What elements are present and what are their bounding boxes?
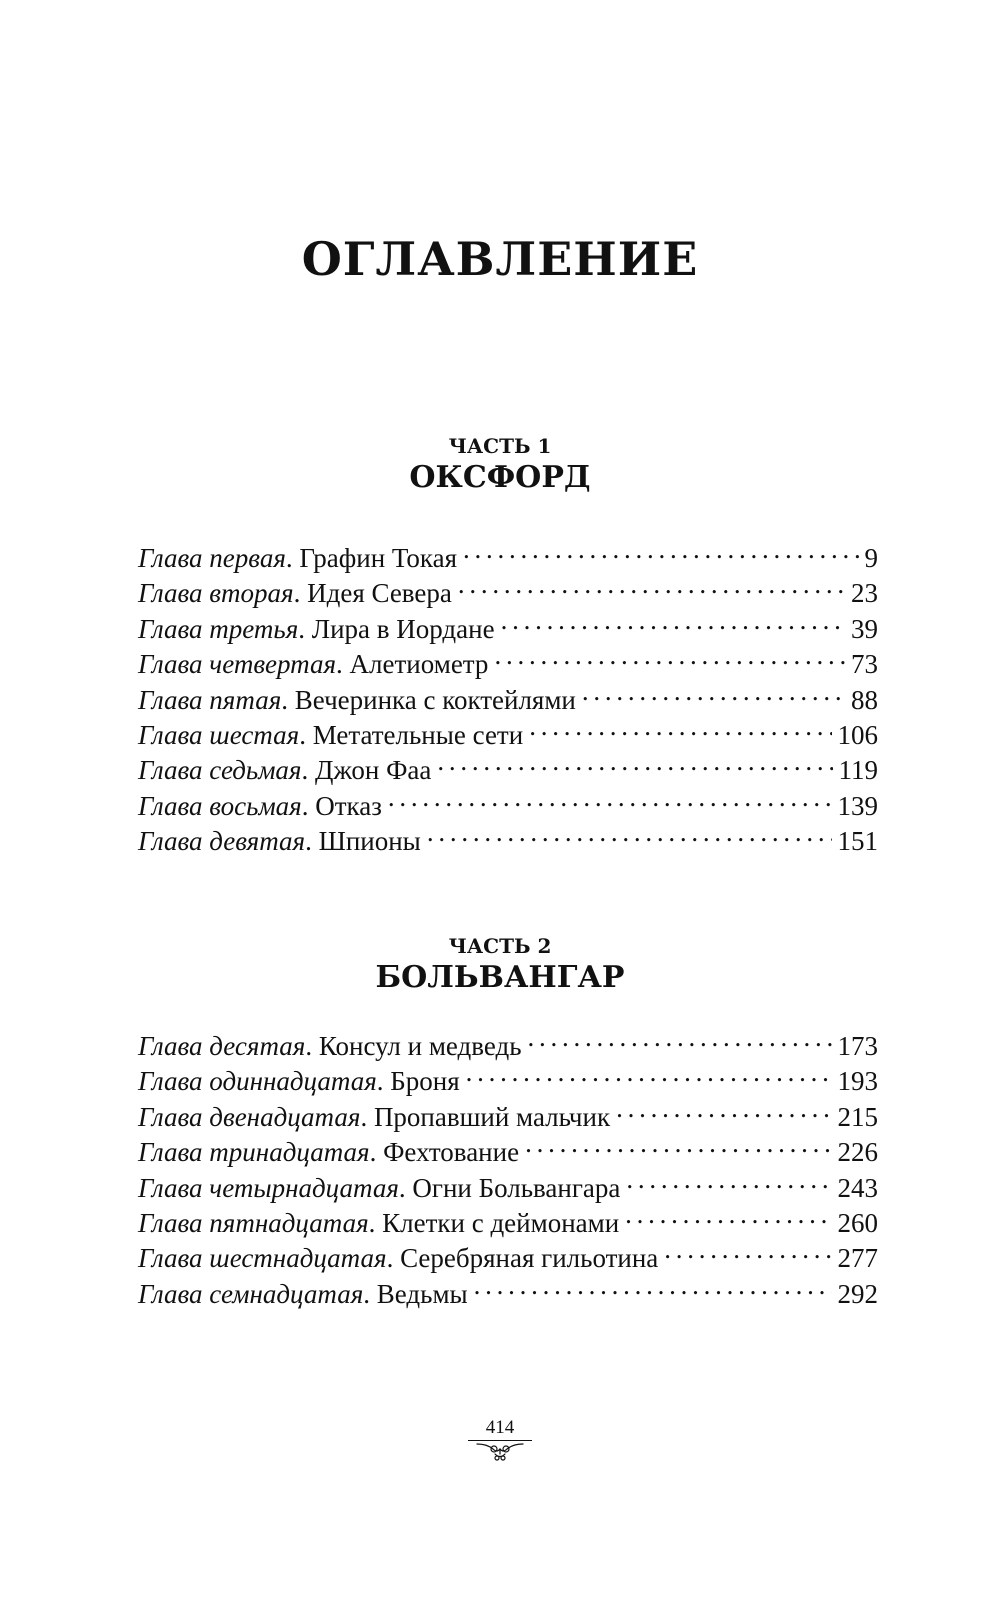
dot-leader [501,603,845,638]
chapter-title: Метательные сети [312,719,524,750]
page-number: 151 [837,826,878,857]
toc-part-2 [138,1020,878,1309]
dot-leader [625,1197,831,1232]
page-title: ОГЛАВЛЕНИЕ [301,232,699,286]
page-number: 226 [837,1137,878,1168]
page-number: 173 [837,1031,878,1061]
dot-leader [582,674,845,709]
chapter-label: Глава третья [138,613,299,644]
chapter-label: Глава тринадцатая [138,1137,370,1168]
dot-leader [626,1162,831,1197]
page-number: 292 [837,1278,878,1309]
part-2-label: ЧАСТЬ 2 [448,934,552,958]
toc-entry[interactable]: Глава девятая . Шпионы . . . 151 [138,815,878,850]
dot-leader [466,1055,832,1090]
page-number: 277 [837,1243,878,1274]
chapter-title: Лира в Иордане [311,613,495,644]
dot-leader [427,815,832,850]
toc-entry[interactable]: Глава пятая . Вечеринка с коктейлями . . . 88 [138,674,878,709]
dot-leader [474,1268,832,1303]
chapter-title: Идея Севера [307,578,452,609]
toc-entry[interactable]: Глава четырнадцатая . Огни Больвангара . . . 243 [138,1162,878,1197]
chapter-label: Глава десятая [138,1031,306,1061]
flourish-ornament-icon [473,1441,527,1463]
chapter-title: Броня [390,1066,460,1097]
toc-entry[interactable]: Глава шестнадцатая . Серебряная гильотина . . . 277 [138,1232,878,1267]
page-number: 119 [838,755,878,786]
chapter-title: Консул и медведь [318,1031,522,1061]
page-number: 106 [837,719,878,750]
dot-leader [616,1091,831,1126]
page-number: 23 [851,578,878,609]
chapter-title: Джон Фаа [314,755,432,786]
page-number: 215 [837,1101,878,1132]
part-1-label: ЧАСТЬ 1 [448,434,552,458]
chapter-label: Глава шестая [138,719,300,750]
toc-entry[interactable]: Глава одиннадцатая . Броня . . . 193 [138,1055,878,1090]
chapter-label: Глава шестнадцатая [138,1243,387,1274]
dot-leader [458,567,845,602]
page-number: 193 [837,1066,878,1097]
dot-leader [437,744,832,779]
chapter-label: Глава одиннадцатая [138,1066,377,1097]
chapter-title: Огни Больвангара [412,1172,621,1203]
chapter-label: Глава девятая [138,826,306,857]
toc-entry[interactable]: Глава четвертая . Алетиометр . . . 73 [138,638,878,673]
page-number: 73 [851,649,878,680]
page-number: 39 [851,613,878,644]
chapter-label: Глава седьмая [138,755,302,786]
chapter-label: Глава первая [138,543,286,573]
chapter-title: Ведьмы [376,1278,468,1309]
chapter-label: Глава четырнадцатая [138,1172,399,1203]
chapter-title: Графин Токая [299,543,458,573]
chapter-title: Серебряная гильотина [400,1243,659,1274]
toc-entry[interactable]: Глава седьмая . Джон Фаа . . . 119 [138,744,878,779]
chapter-label: Глава вторая [138,578,294,609]
chapter-title: Шпионы [318,826,421,857]
chapter-title: Пропавший мальчик [373,1101,611,1132]
chapter-title: Клетки с деймонами [382,1207,620,1238]
toc-entry[interactable]: Глава третья . Лира в Иордане . . . 39 [138,603,878,638]
dot-leader [525,1126,831,1161]
chapter-label: Глава двенадцатая [138,1101,361,1132]
chapter-title: Отказ [315,790,382,821]
chapter-title: Вечеринка с коктейлями [294,684,576,715]
dot-leader [388,780,832,815]
toc-entry[interactable]: Глава первая . Графин Токая . . . 9 [138,532,878,567]
toc-entry[interactable]: Глава двенадцатая . Пропавший мальчик . . . 215 [138,1091,878,1126]
page-number: 260 [837,1207,878,1238]
toc-entry[interactable]: Глава шестая . Метательные сети . . . 106 [138,709,878,744]
toc-entry[interactable]: Глава семнадцатая . Ведьмы . . . 292 [138,1268,878,1303]
page-footer [460,1418,540,1463]
chapter-label: Глава пятая [138,684,282,715]
page-number: 139 [837,790,878,821]
toc-entry[interactable]: Глава тринадцатая . Фехтование . . . 226 [138,1126,878,1161]
part-2-name: БОЛЬВАНГАР [375,960,625,995]
toc-part-1 [138,532,878,857]
chapter-label: Глава восьмая [138,790,302,821]
dot-leader [664,1232,831,1267]
chapter-label: Глава четвертая [138,649,337,680]
toc-entry[interactable]: Глава пятнадцатая . Клетки с деймонами . . . 260 [138,1197,878,1232]
toc-entry[interactable]: Глава восьмая . Отказ . . . 139 [138,780,878,815]
toc-entry[interactable]: Глава вторая . Идея Севера . . . 23 [138,567,878,602]
chapter-title: Алетиометр [349,649,489,680]
dot-leader [528,1020,832,1055]
chapter-title: Фехтование [383,1137,520,1168]
dot-leader [529,709,831,744]
toc-entry[interactable]: Глава десятая . Консул и медведь . . . 173 [138,1020,878,1055]
chapter-label: Глава семнадцатая [138,1278,364,1309]
page-number: 88 [851,684,878,715]
page-number: 243 [837,1172,878,1203]
dot-leader [494,638,845,673]
page-number: 9 [864,543,878,573]
chapter-label: Глава пятнадцатая [138,1207,369,1238]
part-1-name: ОКСФОРД [409,460,591,495]
footer-page-number: 414 [485,1417,515,1438]
dot-leader [463,532,858,567]
